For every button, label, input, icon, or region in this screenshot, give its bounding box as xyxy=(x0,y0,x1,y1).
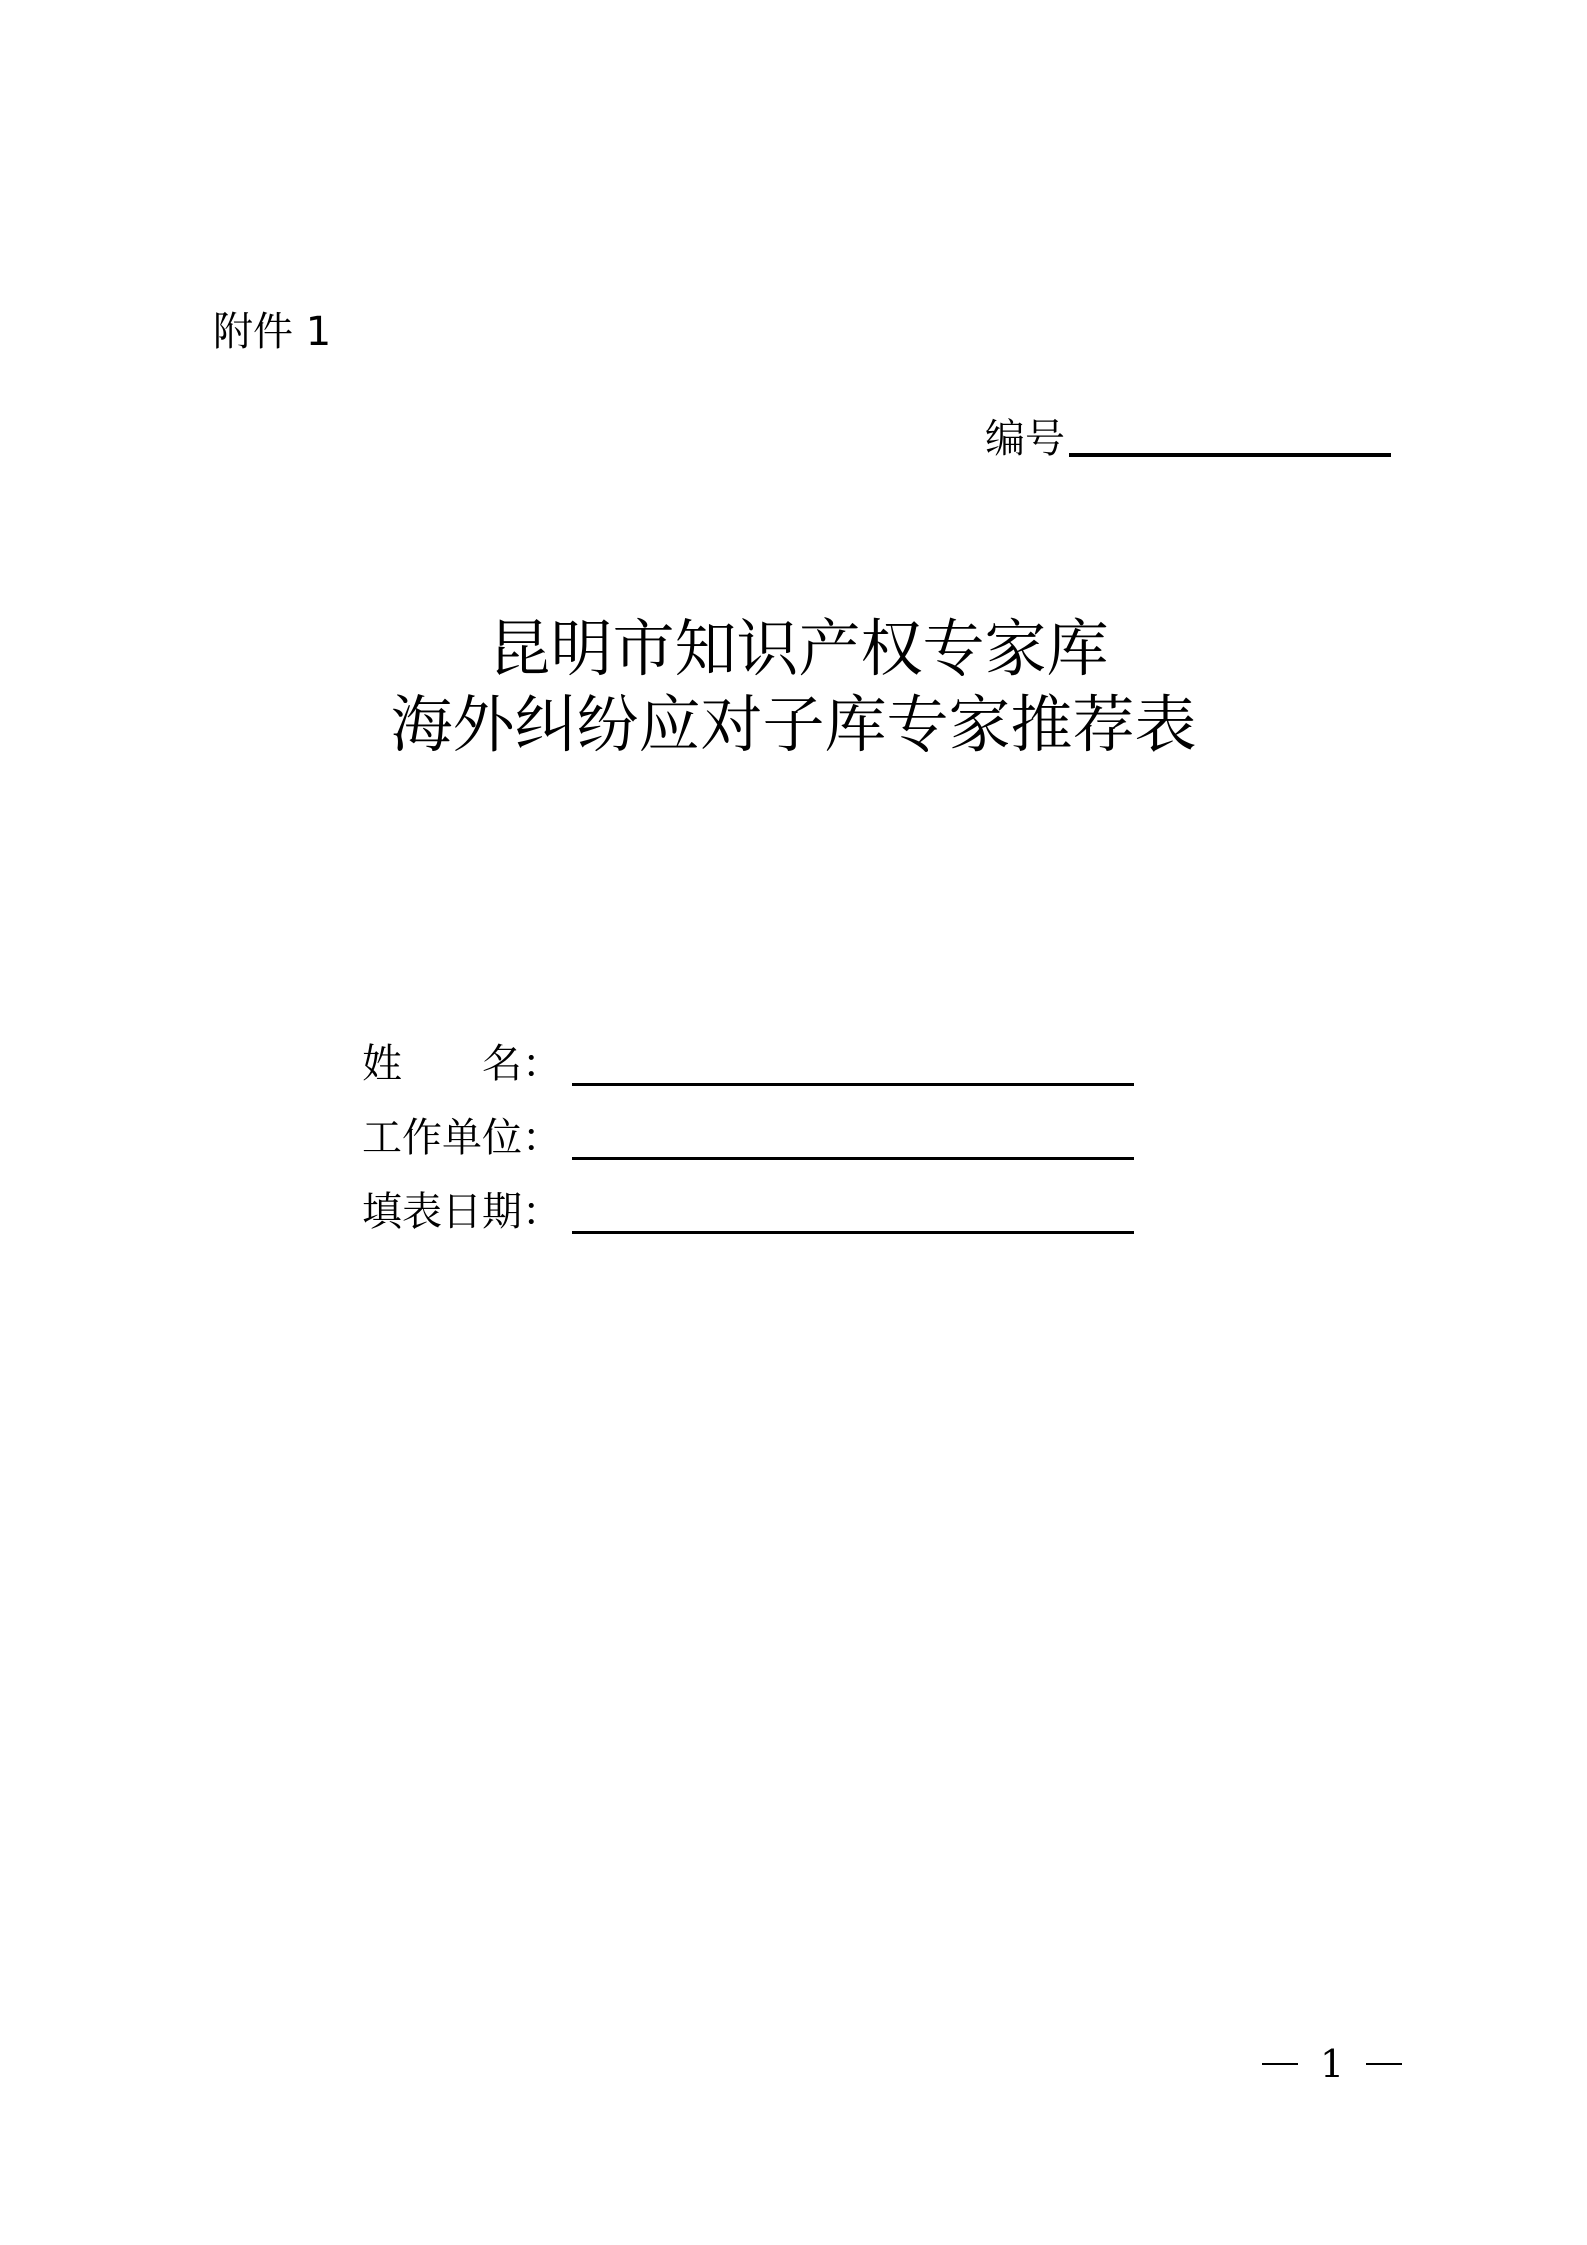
page-number xyxy=(1262,2040,1402,2088)
fill-date-field xyxy=(362,1186,1134,1238)
employer-field xyxy=(362,1112,1134,1164)
fill-date-label: 填表日期： xyxy=(362,1189,562,1235)
page-number-dash-left xyxy=(1262,2063,1298,2065)
serial-number-label: 编号 xyxy=(985,416,1065,462)
employer-underline[interactable] xyxy=(572,1157,1134,1160)
title-line-1: 昆明市知识产权专家库 xyxy=(488,612,1109,685)
employer-label: 工作单位： xyxy=(362,1115,562,1161)
attachment-label: 附件 1 xyxy=(213,309,332,355)
fill-date-underline[interactable] xyxy=(572,1231,1134,1234)
serial-number-field xyxy=(985,413,1391,465)
name-label: 姓 名： xyxy=(362,1041,562,1087)
name-underline[interactable] xyxy=(572,1083,1134,1086)
name-field xyxy=(362,1038,1134,1090)
page-number-dash-right xyxy=(1366,2063,1402,2065)
title-line-2: 海外纠纷应对子库专家推荐表 xyxy=(390,688,1197,761)
serial-number-underline[interactable] xyxy=(1069,453,1391,457)
document-title xyxy=(0,612,1587,762)
page-number-value: 1 xyxy=(1320,2042,1345,2086)
form-fields xyxy=(362,1038,1134,1260)
